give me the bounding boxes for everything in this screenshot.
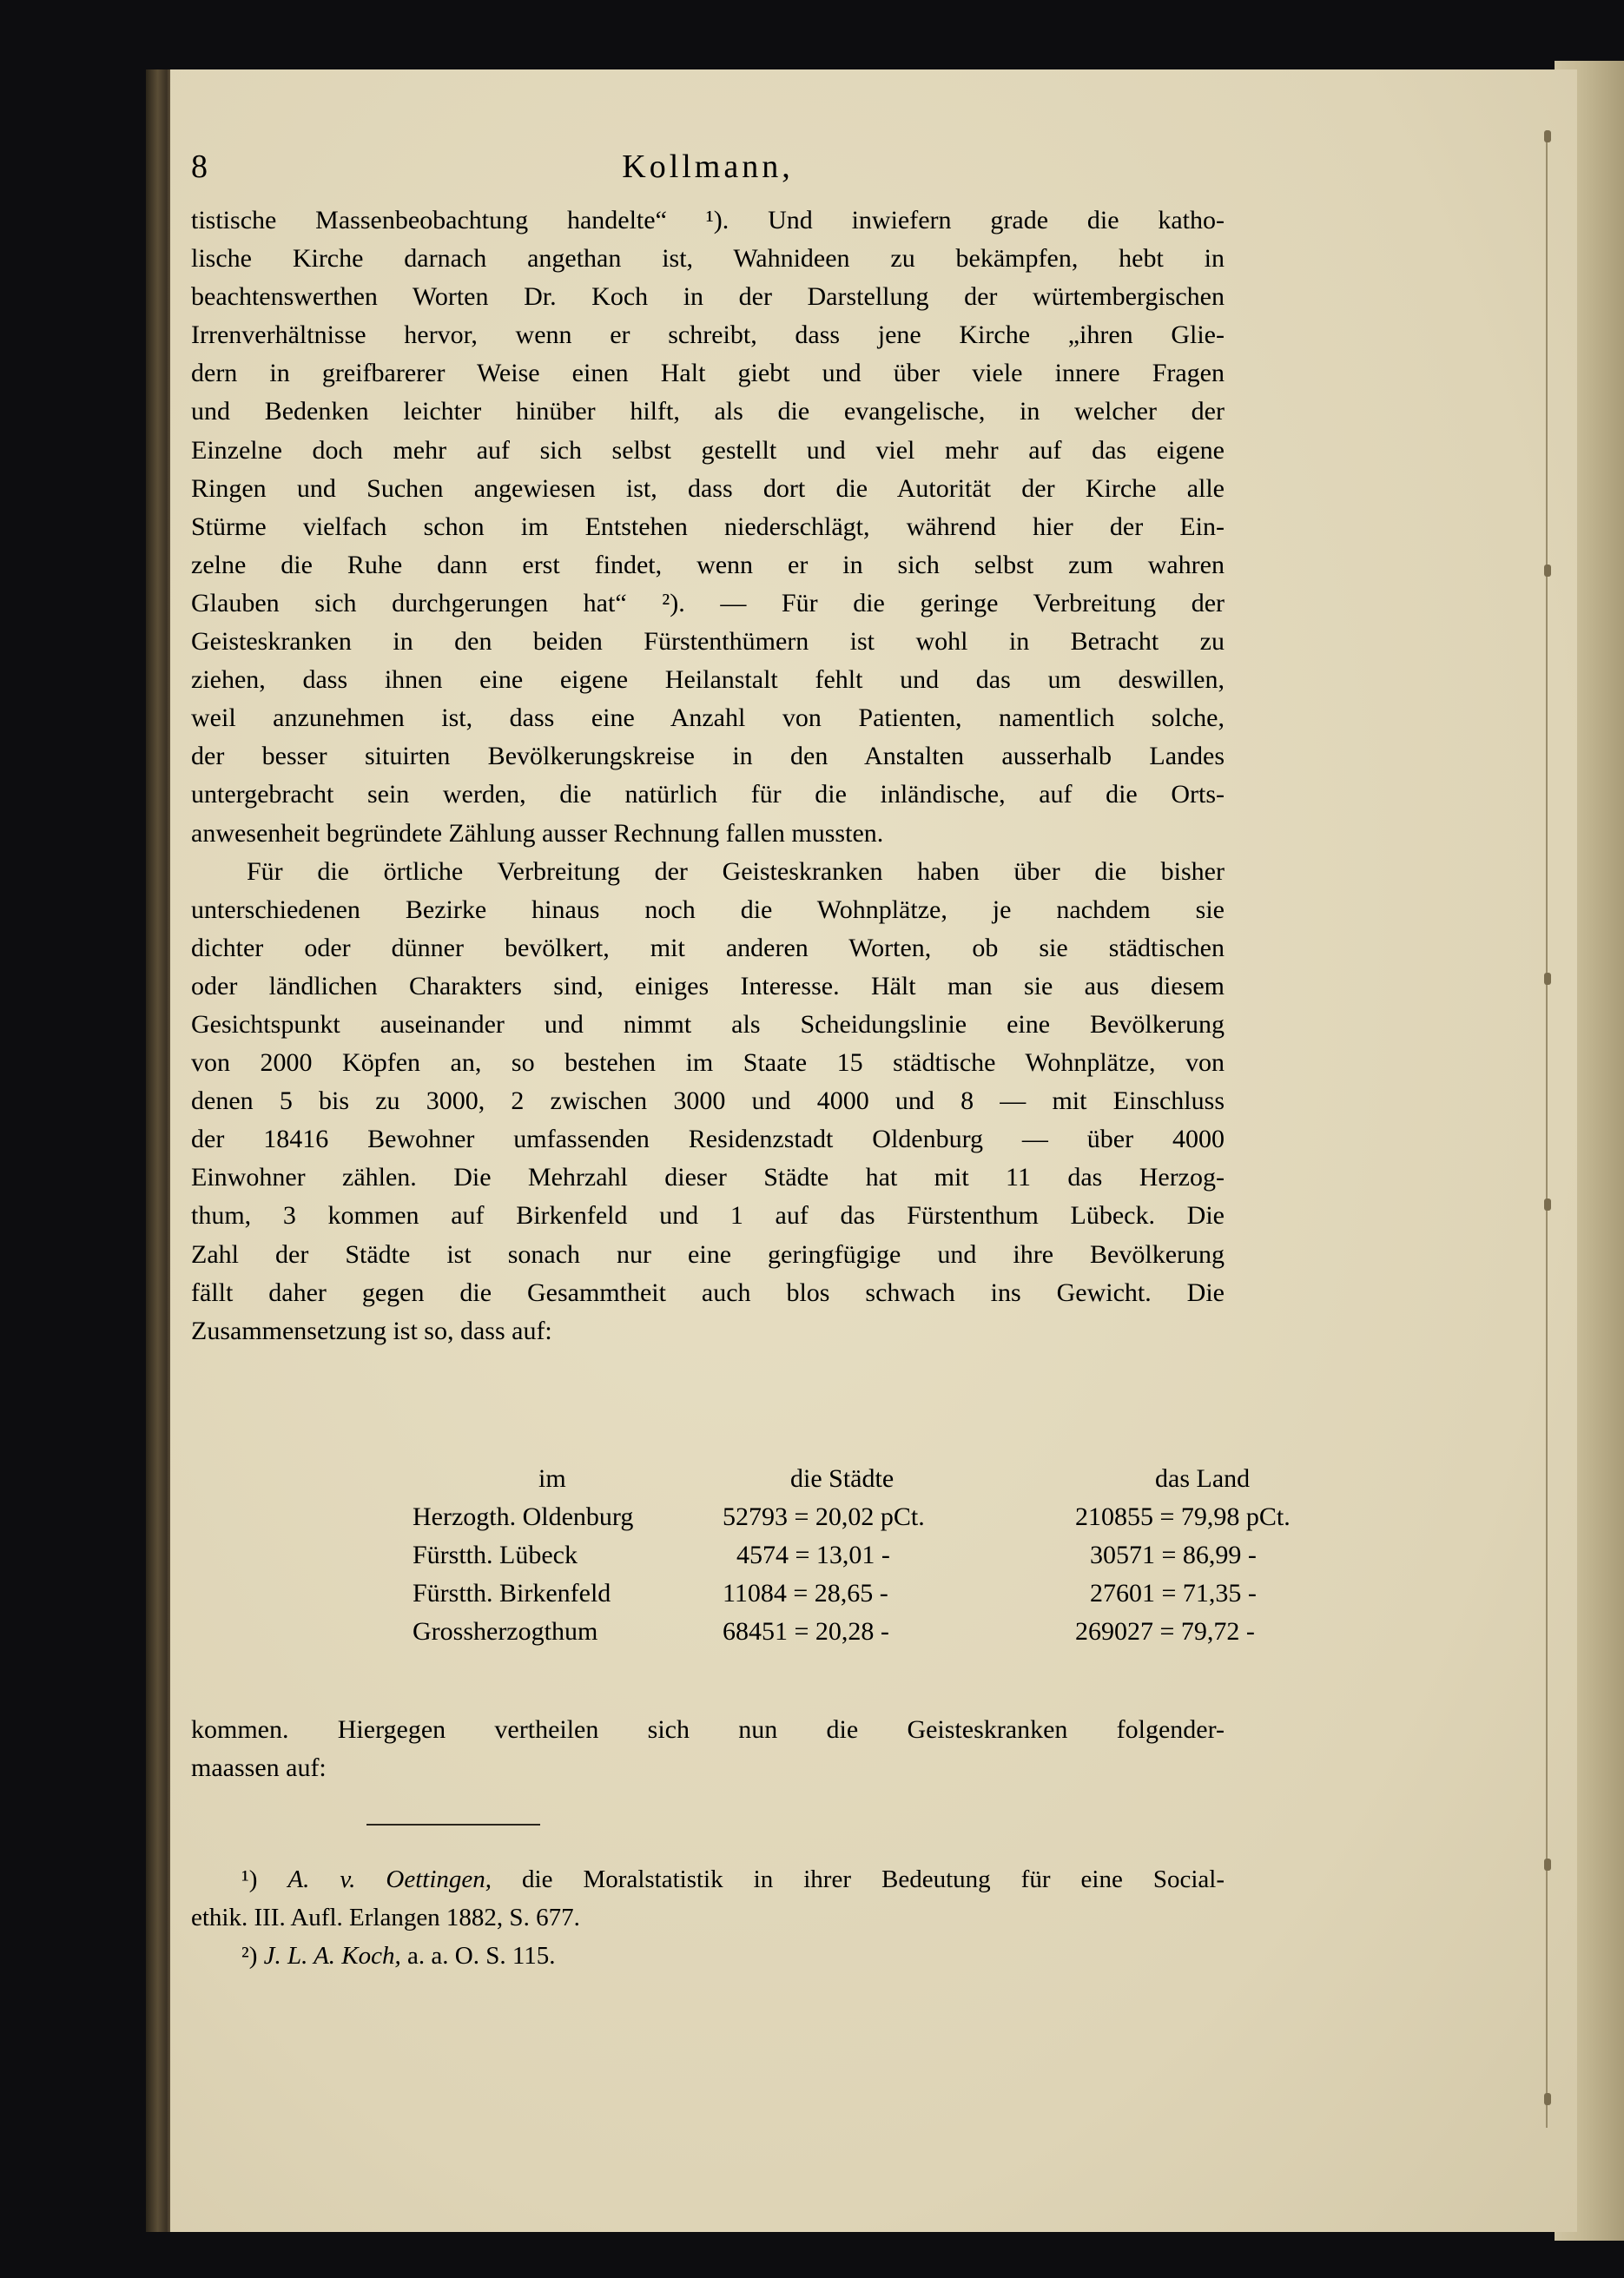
text-line: Geisteskranken in den beiden Fürstenthümern ist wohl in Betracht zu bbox=[191, 627, 1225, 657]
table-cell-staedte: 52793 = 20,02 pCt. bbox=[723, 1502, 925, 1531]
text-line: lische Kirche darnach angethan ist, Wahnideen zu bekämpfen, hebt in bbox=[191, 244, 1225, 274]
tab-mark bbox=[1544, 1198, 1551, 1211]
text-line: weil anzunehmen ist, dass eine Anzahl von Patienten, namentlich solche, bbox=[191, 703, 1225, 733]
text-line: Zahl der Städte ist sonach nur eine geringfügige und ihre Bevölkerung bbox=[191, 1239, 1225, 1269]
table-header-staedte: die Städte bbox=[790, 1464, 895, 1493]
page-number: 8 bbox=[191, 149, 209, 185]
table-cell-staedte: 11084 = 28,65 - bbox=[723, 1579, 888, 1608]
text-line: thum, 3 kommen auf Birkenfeld und 1 auf das Fürstenthum Lübeck. Die bbox=[191, 1201, 1225, 1231]
table-row bbox=[191, 1579, 1257, 1617]
table-cell-land: 30571 = 86,99 - bbox=[1090, 1541, 1257, 1569]
text-line: fällt daher gegen die Gesammtheit auch blos schwach ins Gewicht. Die bbox=[191, 1278, 1225, 1307]
table-row bbox=[191, 1617, 1255, 1655]
table-header-im: im bbox=[538, 1464, 566, 1493]
text-line: Ringen und Suchen angewiesen ist, dass dort die Autorität der Kirche alle bbox=[191, 473, 1225, 503]
table-cell-region: Fürstth. Birkenfeld bbox=[413, 1579, 611, 1608]
text-line: Zusammensetzung ist so, dass auf: bbox=[191, 1316, 552, 1345]
text-line: beachtenswerthen Worten Dr. Koch in der Darstellung der würtembergischen bbox=[191, 282, 1225, 312]
closing-paragraph bbox=[191, 1711, 1225, 1787]
tab-mark bbox=[1544, 565, 1551, 577]
text-line: untergebracht sein werden, die natürlich für die inländische, auf die Orts- bbox=[191, 780, 1225, 809]
footnote-author: J. L. A. Koch, bbox=[263, 1942, 401, 1970]
tab-mark bbox=[1544, 973, 1551, 985]
text-line: von 2000 Köpfen an, so bestehen im Staate 15 städtische Wohnplätze, von bbox=[191, 1048, 1225, 1078]
text-line: und Bedenken leichter hinüber hilft, als die evangelische, in welcher der bbox=[191, 397, 1225, 426]
text-line: dichter oder dünner bevölkert, mit anderen Worten, ob sie städtischen bbox=[191, 933, 1225, 962]
tab-mark bbox=[1544, 1859, 1551, 1871]
text-line: oder ländlichen Charakters sind, einiges Interesse. Hält man sie aus diesem bbox=[191, 971, 1225, 1000]
table-header-row bbox=[191, 1464, 1251, 1502]
tab-mark bbox=[1544, 130, 1551, 142]
text-line: maassen auf: bbox=[191, 1753, 327, 1782]
text-line: Einwohner zählen. Die Mehrzahl dieser Städte hat mit 11 das Herzog- bbox=[191, 1163, 1225, 1192]
text-line: Einzelne doch mehr auf sich selbst gestellt und viel mehr auf das eigene bbox=[191, 435, 1225, 465]
table-row bbox=[191, 1541, 1257, 1579]
footnote-text: a. a. O. S. 115. bbox=[400, 1942, 556, 1970]
footnote-1 bbox=[191, 1860, 1225, 1898]
population-table bbox=[191, 1464, 1291, 1655]
page-edge-line bbox=[1546, 130, 1548, 2128]
tab-mark bbox=[1544, 2093, 1551, 2105]
table-cell-land: 27601 = 71,35 - bbox=[1090, 1579, 1257, 1608]
table-row bbox=[191, 1502, 1291, 1541]
table-cell-staedte: 68451 = 20,28 - bbox=[723, 1617, 889, 1646]
table-cell-staedte: 4574 = 13,01 - bbox=[736, 1541, 890, 1569]
text-line: Für die örtliche Verbreitung der Geisteskranken haben über die bisher bbox=[247, 856, 1225, 886]
paragraph-2 bbox=[191, 853, 1225, 1350]
text-line: anwesenheit begründete Zählung ausser Rechnung fallen mussten. bbox=[191, 818, 884, 848]
text-line: der 18416 Bewohner umfassenden Residenzstadt Oldenburg — über 4000 bbox=[191, 1125, 1225, 1154]
footnote-author: A. v. Oettingen, bbox=[287, 1865, 492, 1893]
text-line: unterschiedenen Bezirke hinaus noch die Wohnplätze, je nachdem sie bbox=[191, 895, 1225, 924]
body-text bbox=[191, 201, 1225, 1350]
page-header bbox=[191, 148, 1225, 191]
table-cell-region: Grossherzogthum bbox=[413, 1617, 598, 1646]
footnote-2 bbox=[191, 1937, 1225, 1975]
text-line: der besser situirten Bevölkerungskreise in den Anstalten ausserhalb Landes bbox=[191, 742, 1225, 771]
text-line: kommen. Hiergegen vertheilen sich nun die Geisteskranken folgender- bbox=[191, 1715, 1225, 1744]
text-line: Stürme vielfach schon im Entstehen niederschlägt, während hier der Ein- bbox=[191, 512, 1225, 541]
table-cell-region: Fürstth. Lübeck bbox=[413, 1541, 578, 1569]
text-line: zelne die Ruhe dann erst findet, wenn er in sich selbst zum wahren bbox=[191, 550, 1225, 579]
footnote-1-cont: ethik. III. Aufl. Erlangen 1882, S. 677. bbox=[191, 1904, 580, 1931]
paragraph-1 bbox=[191, 201, 1225, 853]
text-line: ziehen, dass ihnen eine eigene Heilanstalt fehlt und das um deswillen, bbox=[191, 665, 1225, 695]
table-header-land: das Land bbox=[1155, 1464, 1251, 1493]
table-cell-region: Herzogth. Oldenburg bbox=[413, 1502, 634, 1531]
text-line: Irrenverhältnisse hervor, wenn er schreibt, dass jene Kirche „ihren Glie- bbox=[191, 320, 1225, 350]
table-cell-land: 210855 = 79,98 pCt. bbox=[1075, 1502, 1291, 1531]
text-line: dern in greifbarerer Weise einen Halt giebt und über viele innere Fragen bbox=[191, 359, 1225, 388]
footnote-text: die Moralstatistik in ihrer Bedeutung für eine Social- bbox=[492, 1865, 1225, 1893]
text-line: tistische Massenbeobachtung handelte“ ¹). Und inwiefern grade die katho- bbox=[191, 206, 1225, 234]
footnotes bbox=[191, 1860, 1225, 1975]
running-head: Kollmann, bbox=[622, 149, 794, 185]
text-line: Gesichtspunkt auseinander und nimmt als Scheidungslinie eine Bevölkerung bbox=[191, 1009, 1225, 1039]
text-line: denen 5 bis zu 3000, 2 zwischen 3000 und 4000 und 8 — mit Einschluss bbox=[191, 1086, 1225, 1116]
table-cell-land: 269027 = 79,72 - bbox=[1075, 1617, 1255, 1646]
footnote-mark: ²) bbox=[241, 1942, 258, 1970]
text-line: Glauben sich durchgerungen hat“ ²). — Für die geringe Verbreitung der bbox=[191, 588, 1225, 617]
footnote-rule bbox=[366, 1824, 540, 1826]
footnote-mark: ¹) bbox=[241, 1865, 258, 1893]
